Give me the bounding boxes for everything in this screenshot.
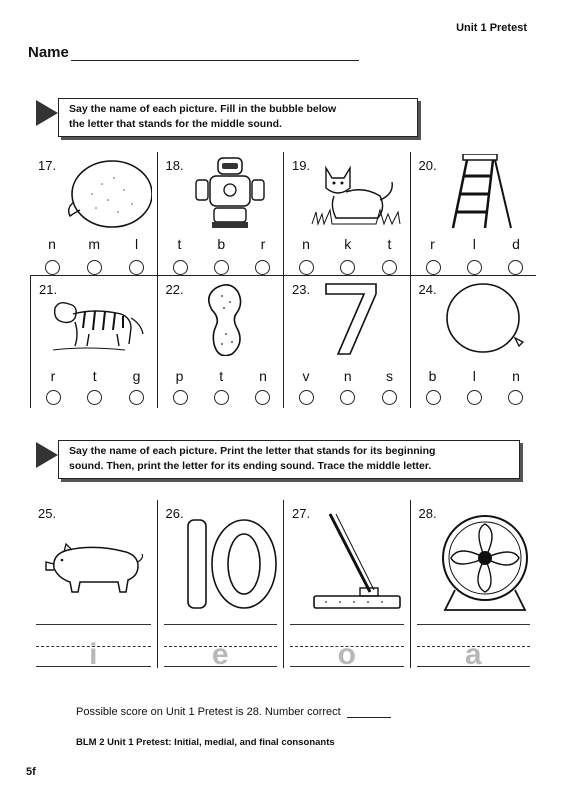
blm-caption: BLM 2 Unit 1 Pretest: Initial, medial, and final consonants [76,737,335,748]
bubble-row [166,390,278,405]
letter-choice: t [92,368,97,384]
directions-1 [36,98,418,137]
letter-choices [292,368,404,384]
trace-letter: o [337,638,356,671]
directions-1-box [58,98,418,137]
letter-choice: k [344,236,352,252]
writing-lines[interactable] [36,624,151,671]
item-28 [410,500,537,671]
directions-2-line2: sound. Then, print the letter for its ending sound. Trace the middle letter. [69,460,432,472]
fan-picture [433,510,537,614]
letter-choice: t [177,236,182,252]
kitten-picture [306,154,406,230]
answer-bubble[interactable] [87,260,102,275]
balloon-picture [433,282,533,358]
bubble-row [166,260,278,275]
letter-choices [419,368,531,384]
item-21 [30,276,157,408]
trace-letter: e [211,638,229,671]
directions-1-line2: the letter that stands for the middle sound. [69,118,282,130]
answer-bubble[interactable] [46,390,61,405]
directions-2 [36,440,520,479]
page-number: 5f [26,766,36,778]
robot-picture [180,154,280,230]
item-26 [157,500,284,671]
directions-1-line1: Say the name of each picture. Fill in the bubble below [69,103,337,115]
answer-bubble[interactable] [340,390,355,405]
answer-bubble[interactable] [173,390,188,405]
letter-choice: n [48,236,56,252]
letter-choice: s [386,368,393,384]
writing-lines[interactable] [164,624,278,671]
item-number: 17. [38,158,57,173]
answer-bubble[interactable] [382,260,397,275]
name-row [28,44,359,61]
letter-choice: r [50,368,56,384]
score-text: Possible score on Unit 1 Pretest is 28. Number correct [76,706,341,718]
item-27 [283,500,410,671]
arrow-icon [36,442,58,468]
trace-letter: i [89,638,98,671]
unit-title: Unit 1 Pretest [456,22,527,34]
answer-bubble[interactable] [45,260,60,275]
directions-2-box [58,440,520,479]
letter-choice: n [343,368,352,384]
letter-choice: p [175,368,184,384]
mop-picture [306,510,410,614]
letter-choices [292,236,404,252]
letter-choice: r [260,236,266,252]
answer-bubble[interactable] [382,390,397,405]
bubble-row [38,260,151,275]
word-writing-grid [30,500,536,671]
letter-choice: n [259,368,267,384]
answer-bubble[interactable] [299,390,314,405]
item-number: 23. [292,282,311,297]
item-20 [410,152,537,276]
letter-choices [38,236,151,252]
arrow-icon [36,100,58,126]
score-line [76,706,391,718]
item-number: 20. [418,158,437,173]
bubble-row [292,390,404,405]
pig-picture [40,510,144,614]
answer-bubble[interactable] [467,390,482,405]
peanut-picture [180,280,280,356]
item-number: 25. [38,506,57,521]
item-24 [410,276,537,408]
trace-letter: a [464,638,482,671]
bubble-row [292,260,404,275]
ladder-picture [433,154,533,230]
answer-bubble[interactable] [129,260,144,275]
item-number: 18. [165,158,184,173]
letter-choice: v [302,368,310,384]
item-19 [283,152,410,276]
answer-bubble[interactable] [255,260,270,275]
letter-choices [419,236,531,252]
letter-choices [39,368,151,384]
item-25 [30,500,157,671]
answer-bubble[interactable] [214,390,229,405]
letter-choice: t [219,368,224,384]
letter-choice: n [302,236,310,252]
item-22 [157,276,284,408]
bubble-row [39,390,151,405]
name-label: Name [28,44,69,61]
number-correct-blank[interactable] [347,708,391,718]
answer-bubble[interactable] [508,260,523,275]
answer-bubble[interactable] [129,390,144,405]
writing-lines[interactable] [290,624,404,671]
letter-choice: l [134,236,139,252]
letter-choice: t [387,236,392,252]
answer-bubble[interactable] [426,390,441,405]
directions-2-line1: Say the name of each picture. Print the letter that stands for its beginning [69,445,436,457]
item-number: 26. [165,506,184,521]
letter-choice: g [132,368,141,384]
item-number: 28. [418,506,437,521]
letter-choice: b [217,236,226,252]
answer-bubble[interactable] [467,260,482,275]
letter-choice: m [88,236,101,252]
letter-choice: d [512,236,520,252]
item-number: 19. [292,158,311,173]
answer-bubble[interactable] [299,260,314,275]
letter-choice: n [512,368,520,384]
item-number: 22. [165,282,184,297]
letter-choice: l [472,368,476,384]
tiger-picture [45,294,145,370]
answer-bubble[interactable] [173,260,188,275]
item-18 [157,152,284,276]
bubble-row [419,260,531,275]
medial-sound-grid [30,152,536,408]
item-23 [283,276,410,408]
number-seven-picture [306,280,406,356]
number-ten-picture [180,510,284,614]
answer-bubble[interactable] [426,260,441,275]
lemon-picture [52,154,152,230]
letter-choices [166,368,278,384]
answer-bubble[interactable] [340,260,355,275]
letter-choice: b [428,368,437,384]
writing-lines[interactable] [417,624,531,671]
letter-choice: l [472,236,476,252]
answer-bubble[interactable] [508,390,523,405]
answer-bubble[interactable] [255,390,270,405]
letter-choices [166,236,278,252]
bubble-row [419,390,531,405]
item-number: 21. [39,282,58,297]
item-number: 27. [292,506,311,521]
name-line[interactable] [71,47,359,61]
item-number: 24. [418,282,437,297]
answer-bubble[interactable] [87,390,102,405]
item-17 [30,152,157,276]
answer-bubble[interactable] [214,260,229,275]
letter-choice: r [430,236,435,252]
